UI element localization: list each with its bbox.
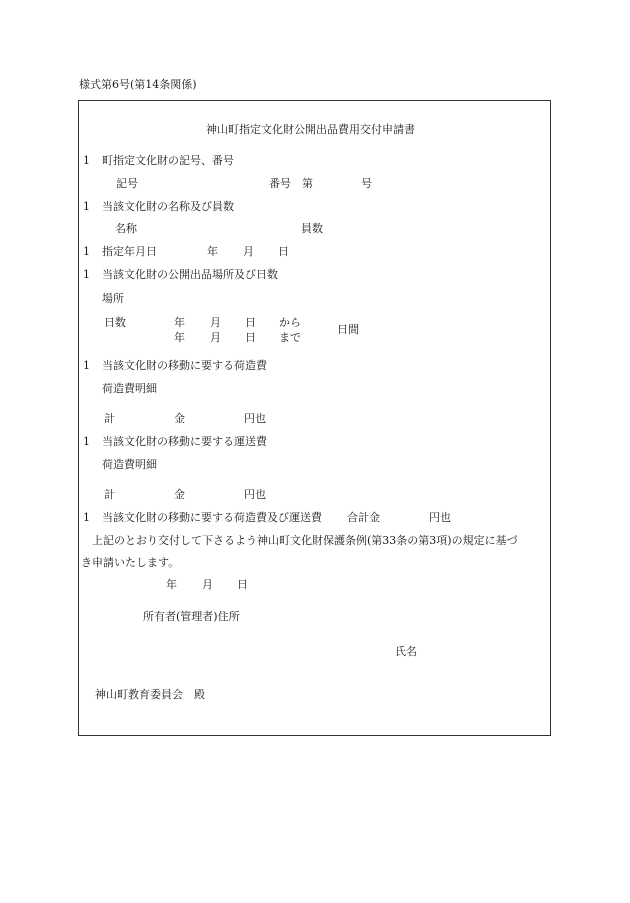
from-day-label: 日 [245,316,256,329]
section-heading: 当該文化財の移動に要する荷造費及び運送費 [102,511,322,524]
symbol-label: 記号 [116,177,138,190]
item-number: 1 [83,511,90,524]
to-month-label: 月 [210,331,221,344]
owner-address-label: 所有者(管理者)住所 [143,610,240,623]
money-label: 金 [174,488,185,501]
yen-label: 円也 [244,488,266,501]
to-day-label: 日 [245,331,256,344]
to-year-label: 年 [174,331,185,344]
item-number: 1 [83,359,90,372]
cost-detail-label: 荷造費明細 [102,458,157,471]
total-label: 計 [104,412,115,425]
from-month-label: 月 [210,316,221,329]
place-label: 場所 [102,292,124,305]
item-number: 1 [83,154,90,167]
day-label: 日 [278,245,289,258]
addressee: 神山町教育委員会 殿 [95,688,205,701]
from-year-label: 年 [174,316,185,329]
name-label: 名称 [115,222,137,235]
application-form [78,100,551,736]
section-heading: 当該文化財の公開出品場所及び日数 [102,268,278,281]
section-heading: 当該文化財の名称及び員数 [102,200,234,213]
duration-label: 日間 [337,323,359,336]
year-label: 年 [207,245,218,258]
cost-detail-label: 荷造費明細 [102,382,157,395]
month-label: 月 [243,245,254,258]
total-label: 計 [104,488,115,501]
item-number: 1 [83,200,90,213]
section-heading: 町指定文化財の記号、番号 [102,154,234,167]
statement-line-2: き申請いたします。 [81,556,180,569]
application-day-label: 日 [237,578,248,591]
ordinal-suffix: 号 [361,177,372,190]
form-title: 神山町指定文化財公開出品費用交付申請書 [206,123,415,136]
grand-total-label: 合計金 [347,511,380,524]
form-number-label: 様式第6号(第14条関係) [79,78,197,91]
item-number: 1 [83,435,90,448]
item-number: 1 [83,268,90,281]
number-label: 番号 [269,177,291,190]
count-label: 員数 [301,222,323,235]
owner-name-label: 氏名 [395,645,417,658]
yen-label: 円也 [244,412,266,425]
section-heading: 指定年月日 [102,245,157,258]
item-number: 1 [83,245,90,258]
ordinal-prefix: 第 [302,177,313,190]
money-label: 金 [174,412,185,425]
application-month-label: 月 [202,578,213,591]
from-label: から [279,316,301,329]
until-label: まで [279,331,301,344]
application-year-label: 年 [166,578,177,591]
days-label: 日数 [104,316,126,329]
section-heading: 当該文化財の移動に要する荷造費 [102,359,267,372]
statement-line-1: 上記のとおり交付して下さるよう神山町文化財保護条例(第33条の第3項)の規定に基づ [92,534,518,547]
section-heading: 当該文化財の移動に要する運送費 [102,435,267,448]
yen-label: 円也 [429,511,451,524]
